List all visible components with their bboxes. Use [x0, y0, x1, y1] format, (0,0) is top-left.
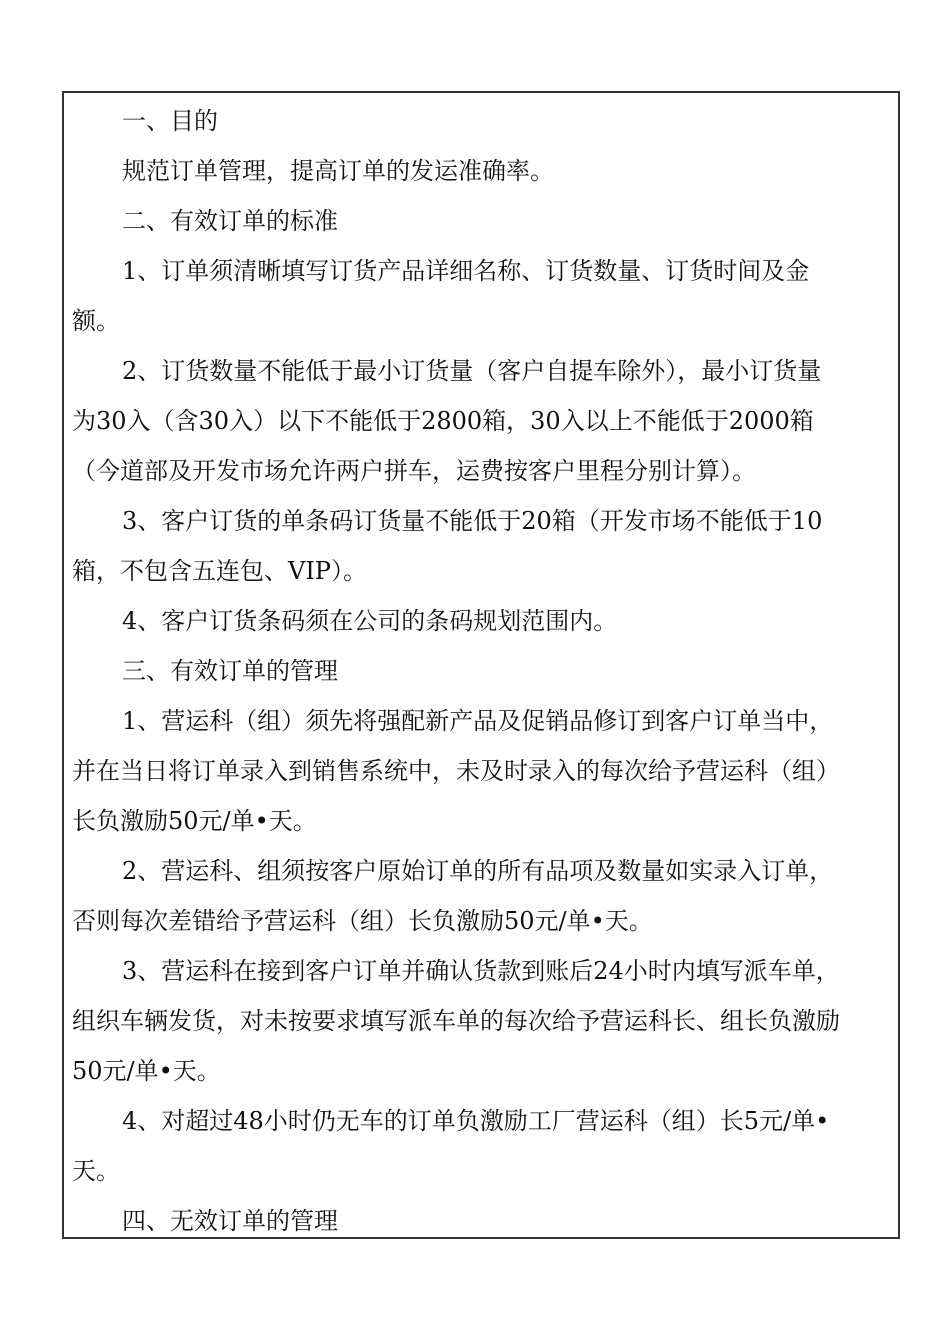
paragraph-line: 否则每次差错给予营运科（组）长负激励50元/单•天。	[72, 907, 653, 935]
paragraph-line: 为30入（含30入）以下不能低于2800箱，30入以上不能低于2000箱	[72, 407, 814, 435]
paragraph-line: 额。	[72, 307, 120, 335]
paragraph-line: 1、订单须清晰填写订货产品详细名称、订货数量、订货时间及金	[122, 257, 810, 285]
paragraph-line: 天。	[72, 1157, 120, 1185]
paragraph-line: 2、订货数量不能低于最小订货量（客户自提车除外），最小订货量	[122, 357, 822, 385]
paragraph-line: 4、客户订货条码须在公司的条码规划范围内。	[122, 607, 618, 635]
paragraph-line: 箱，不包含五连包、VIP）。	[72, 557, 367, 585]
paragraph-line: 1、营运科（组）须先将强配新产品及促销品修订到客户订单当中，	[122, 707, 834, 735]
paragraph-line: 规范订单管理，提高订单的发运准确率。	[122, 157, 554, 185]
document-body	[72, 96, 892, 1246]
paragraph-line: 50元/单•天。	[72, 1057, 221, 1085]
paragraph-line: （今道部及开发市场允许两户拼车，运费按客户里程分别计算）。	[72, 457, 756, 485]
paragraph-line: 长负激励50元/单•天。	[72, 807, 317, 835]
section-heading-invalid-order-management: 四、无效订单的管理	[122, 1207, 338, 1235]
paragraph-line: 组织车辆发货，对未按要求填写派车单的每次给予营运科长、组长负激励	[72, 1007, 840, 1035]
paragraph-line: 并在当日将订单录入到销售系统中，未及时录入的每次给予营运科（组）	[72, 757, 840, 785]
section-heading-valid-order-standard: 二、有效订单的标准	[122, 207, 338, 235]
section-heading-valid-order-management: 三、有效订单的管理	[122, 657, 338, 685]
section-heading-purpose: 一、目的	[122, 107, 218, 135]
paragraph-line: 4、对超过48小时仍无车的订单负激励工厂营运科（组）长5元/单•	[122, 1107, 830, 1135]
paragraph-line: 2、营运科、组须按客户原始订单的所有品项及数量如实录入订单，	[122, 857, 834, 885]
paragraph-line: 3、营运科在接到客户订单并确认货款到账后24小时内填写派车单，	[122, 957, 840, 985]
paragraph-line: 3、客户订货的单条码订货量不能低于20箱（开发市场不能低于10	[122, 507, 823, 535]
